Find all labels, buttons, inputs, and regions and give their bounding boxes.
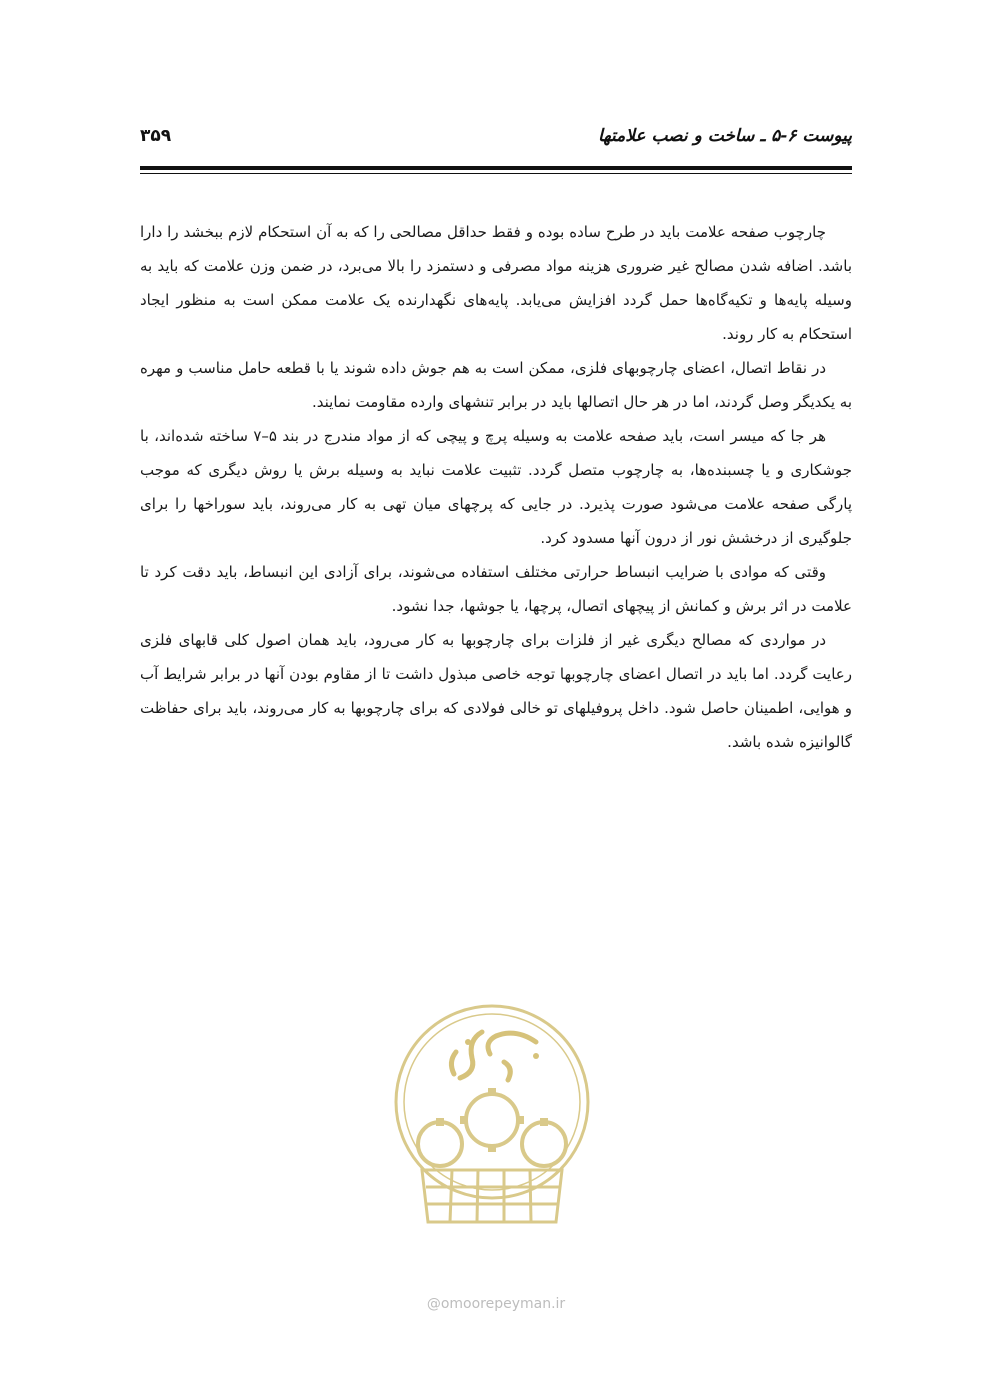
page-number: ۳۵۹ <box>140 126 172 146</box>
header-rule-thick <box>140 166 852 170</box>
paragraph-5: در مواردی که مصالح دیگری غیر از فلزات برای چارچوبها به کار می‌رود، باید همان اصول کلی قابهای فلزی رعایت گردد. اما باید در اتصال اعضای چارچوبها توجه خاصی مبذول داشت تا از مقاوم بودن آنها در برابر شرایط آب و هوایی، اطمینان حاصل شود. داخل پروفیلهای تو خالی فولادی که برای چارچوبها به کار می‌روند، باید برای حفاظت گالوانیزه شده باشد. <box>140 631 852 751</box>
paragraph-2: در نقاط اتصال، اعضای چارچوبهای فلزی، ممکن است به هم جوش داده شوند یا با قطعه حامل مناسب و مهره به یکدیگر وصل گردند، اما در هر حال اتصالها باید در برابر تنشهای وارده مقاومت نمایند. <box>140 359 852 411</box>
watermark-seal-logo <box>386 992 598 1286</box>
body-text <box>140 215 852 759</box>
page-header <box>140 126 852 158</box>
header-rule-thin <box>140 173 852 174</box>
paragraph-1: چارچوب صفحه علامت باید در طرح ساده بوده و فقط حداقل مصالحی را که به آن استحکام لازم ببخشد را دارا باشد. اضافه شدن مصالح غیر ضروری هزینه مواد مصرفی و دستمزد را بالا می‌برد، در ضمن وزن علامت که باید به وسیله پایه‌ها و تکیه‌گاه‌ها حمل گردد افزایش می‌یابد. پایه‌های نگهدارنده یک علامت ممکن است به منظور ایجاد استحکام به کار روند. <box>140 223 852 343</box>
paragraph-3: هر جا که میسر است، باید صفحه علامت به وسیله پرچ و پیچی که از مواد مندرج در بند ۵–۷ ساخته شده‌اند، با جوشکاری و یا چسبنده‌ها، به چارچوب متصل گردد. تثبیت علامت نباید به وسیله برش یا روش دیگری که موجب پارگی صفحه علامت می‌شود صورت پذیرد. در جایی که پرچهای میان تهی به کار می‌روند، باید سوراخها را برای جلوگیری از درخشش نور از درون آنها مسدود کرد. <box>140 427 852 547</box>
chapter-title: پیوست ۶-۵ ـ ساخت و نصب علامتها <box>598 126 852 146</box>
watermark-url: @omoorepeyman.ir <box>426 1296 566 1312</box>
paragraph-4: وقتی که موادی با ضرایب انبساط حرارتی مختلف استفاده می‌شوند، برای آزادی این انبساط، باید دقت کرد تا علامت در اثر برش و کمانش از پیچهای اتصال، پرچها، یا جوشها، جدا نشود. <box>140 563 852 615</box>
